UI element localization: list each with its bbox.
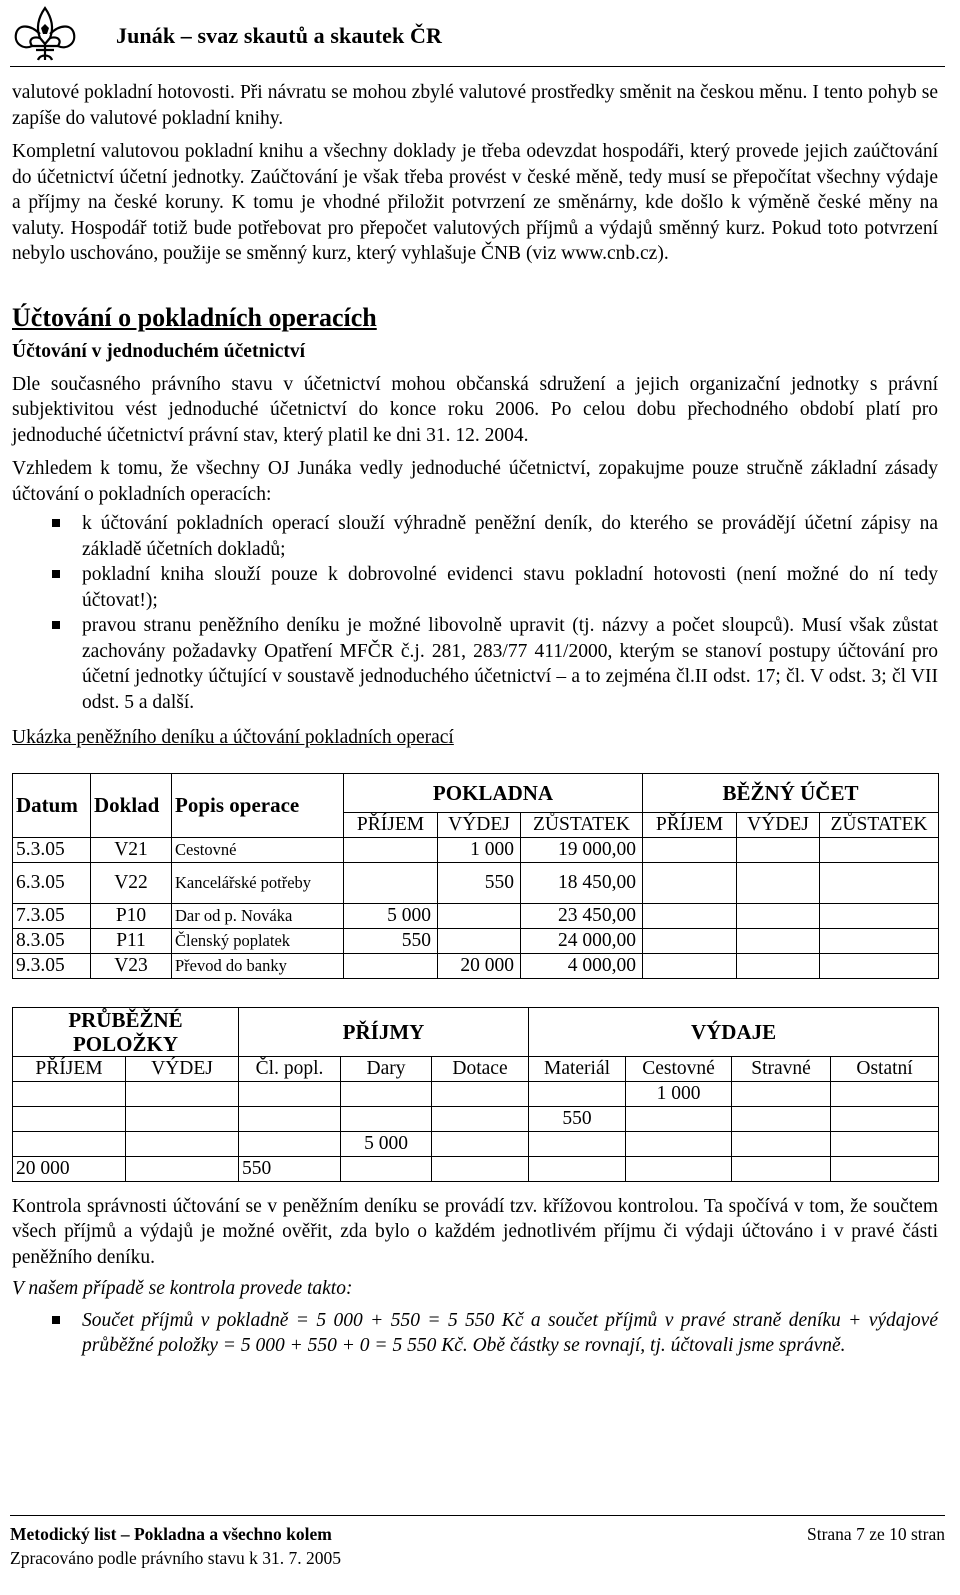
square-bullet-icon [52, 519, 60, 527]
scout-lily-logo-icon [10, 4, 80, 64]
intro-paragraph-1: valutové pokladní hotovosti. Při návratu se mohou zbylé valutové prostředky směnit na českou měnu. I tento pohyb se zapíše do valutové pokladní knihy. [12, 82, 938, 129]
page-content [12, 80, 938, 1369]
cash-journal-table [12, 773, 939, 979]
header-title: Junák – svaz skautů a skautek ČR [116, 23, 442, 48]
table-row: 7.3.05 P10 Dar od p. Nováka 5 000 23 450,00 [13, 903, 939, 928]
footer-legal-state: Zpracováno podle právního stavu k 31. 7. 2005 [10, 1548, 341, 1568]
list-item: Součet příjmů v pokladně = 5 000 + 550 = 5 550 Kč a součet příjmů v pravé straně deníku + výdajové průběžné položky = 5 000 + 550 + 0 = 5 550 Kč. Obě částky se rovnají, tj. účtovali jsme správně. [12, 1308, 938, 1359]
table-row: 5 000 [13, 1131, 939, 1156]
header-bezny-ucet: BĚŽNÝ ÚČET [643, 773, 939, 812]
header-pokladna-vydej: VÝDEJ [438, 812, 521, 837]
table-row: 550 [13, 1106, 939, 1131]
header-bezny-vydej: VÝDEJ [737, 812, 820, 837]
square-bullet-icon [52, 621, 60, 629]
header-prijmy: PŘÍJMY [239, 1007, 529, 1056]
rules-list [12, 511, 938, 715]
square-bullet-icon [52, 1316, 60, 1324]
header-doklad: Doklad [91, 773, 172, 837]
section-paragraph-1: Dle současného právního stavu v účetnictví mohou občanská sdružení a jejich organizační jednotky s právní subjektivitou vést jednoduché účetnictví do konce roku 2006. Po celou dobu přechodného období platí pro jednoduché účetnictví právní stav, který platil ke dni 31. 12. 2004. [12, 373, 938, 446]
header-pokladna-prijem: PŘÍJEM [344, 812, 438, 837]
section-paragraph-2: Vzhledem k tomu, že všechny OJ Junáka vedly jednoduché účetnictví, zopakujme pouze stručně základní zásady účtování o pokladních operacích: [12, 458, 938, 505]
cross-check-section [12, 1194, 938, 1359]
cross-check-intro: V našem případě se kontrola provede takto: [12, 1278, 353, 1299]
header-pokladna: POKLADNA [344, 773, 643, 812]
header-popis: Popis operace [172, 773, 344, 837]
header-vydaje: VÝDAJE [529, 1007, 939, 1056]
header-bezny-prijem: PŘÍJEM [643, 812, 737, 837]
table-row: 20 000 550 [13, 1156, 939, 1181]
list-item: k účtování pokladních operací slouží výhradně peněžní deník, do kterého se provádějí účetní zápisy na základě účetních dokladů; [12, 511, 938, 562]
intro-paragraph-2: Kompletní valutovou pokladní knihu a všechny doklady je třeba odevzdat hospodáři, který provede jejich zaúčtování do účetnictví účetní jednotky. Zaúčtování je však třeba provést v české měně, tedy musí se přepočítat všechny výdaje a příjmy na české koruny. K tomu je vhodné přiložit potvrzení ze směnárny, kde došlo k výměně české měny na valuty. Hospodář totiž bude potřebovat pro přepočet valutových příjmů a výdajů směnný kurz. Pokud toto potvrzení nebylo uschováno, použije se směnný kurz, který vyhlašuje ČNB (viz www.cnb.cz). [12, 141, 938, 264]
table-row: 8.3.05 P11 Členský poplatek 550 24 000,00 [13, 928, 939, 953]
header-pokladna-zustatek: ZŮSTATEK [521, 812, 643, 837]
category-table [12, 1007, 939, 1182]
list-item: pokladní kniha slouží pouze k dobrovolné evidenci stavu pokladní hotovosti (není možné do ní tedy účtovat!); [12, 562, 938, 613]
header-bezny-zustatek: ZŮSTATEK [820, 812, 939, 837]
header-datum: Datum [13, 773, 91, 837]
header-prubezne-polozky: PRŮBĚŽNÉ POLOŽKY [13, 1007, 239, 1056]
page-footer [10, 1515, 945, 1570]
table-header-row: PŘÍJEM VÝDEJ Čl. popl. Dary Dotace Materiál Cestovné Stravné Ostatní [13, 1056, 939, 1081]
table-row: 9.3.05 V23 Převod do banky 20 000 4 000,00 [13, 953, 939, 978]
section-title: Účtování o pokladních operacích [12, 302, 377, 332]
cross-check-paragraph: Kontrola správnosti účtování se v peněžním deníku se provádí tzv. křížovou kontrolou. Ta spočívá v tom, že součtem všech příjmů a výdajů je možné ověřit, zda bylo o každém jednotlivém příjmu či výdaji účtováno i v pravé části peněžního deníku. [12, 1195, 938, 1268]
page-header [10, 4, 945, 67]
footer-page-number: Strana 7 ze 10 stran [806, 1524, 945, 1544]
example-title: Ukázka peněžního deníku a účtování pokladních operací [12, 727, 454, 748]
intro-section [12, 80, 938, 267]
footer-document-title: Metodický list – Pokladna a všechno kolem [10, 1524, 332, 1544]
square-bullet-icon [52, 570, 60, 578]
table-row: 1 000 [13, 1081, 939, 1106]
table-row: 5.3.05 V21 Cestovné 1 000 19 000,00 [13, 837, 939, 862]
cross-check-list [12, 1308, 938, 1359]
list-item: pravou stranu peněžního deníku je možné libovolně upravit (tj. názvy a počet sloupců). Musí však zůstat zachovány požadavky Opatření MFČR č.j. 281, 283/77 411/2000, kterým se stanoví postupy účtování pro účetní jednotky účtující v soustavě jednoduchého účetnictví – a to zejména čl.II odst. 17; čl. V odst. 3; čl VII odst. 5 a další. [12, 613, 938, 715]
table-row: 6.3.05 V22 Kancelářské potřeby 550 18 450,00 [13, 862, 939, 903]
section-subtitle: Účtování v jednoduchém účetnictví [12, 340, 306, 362]
